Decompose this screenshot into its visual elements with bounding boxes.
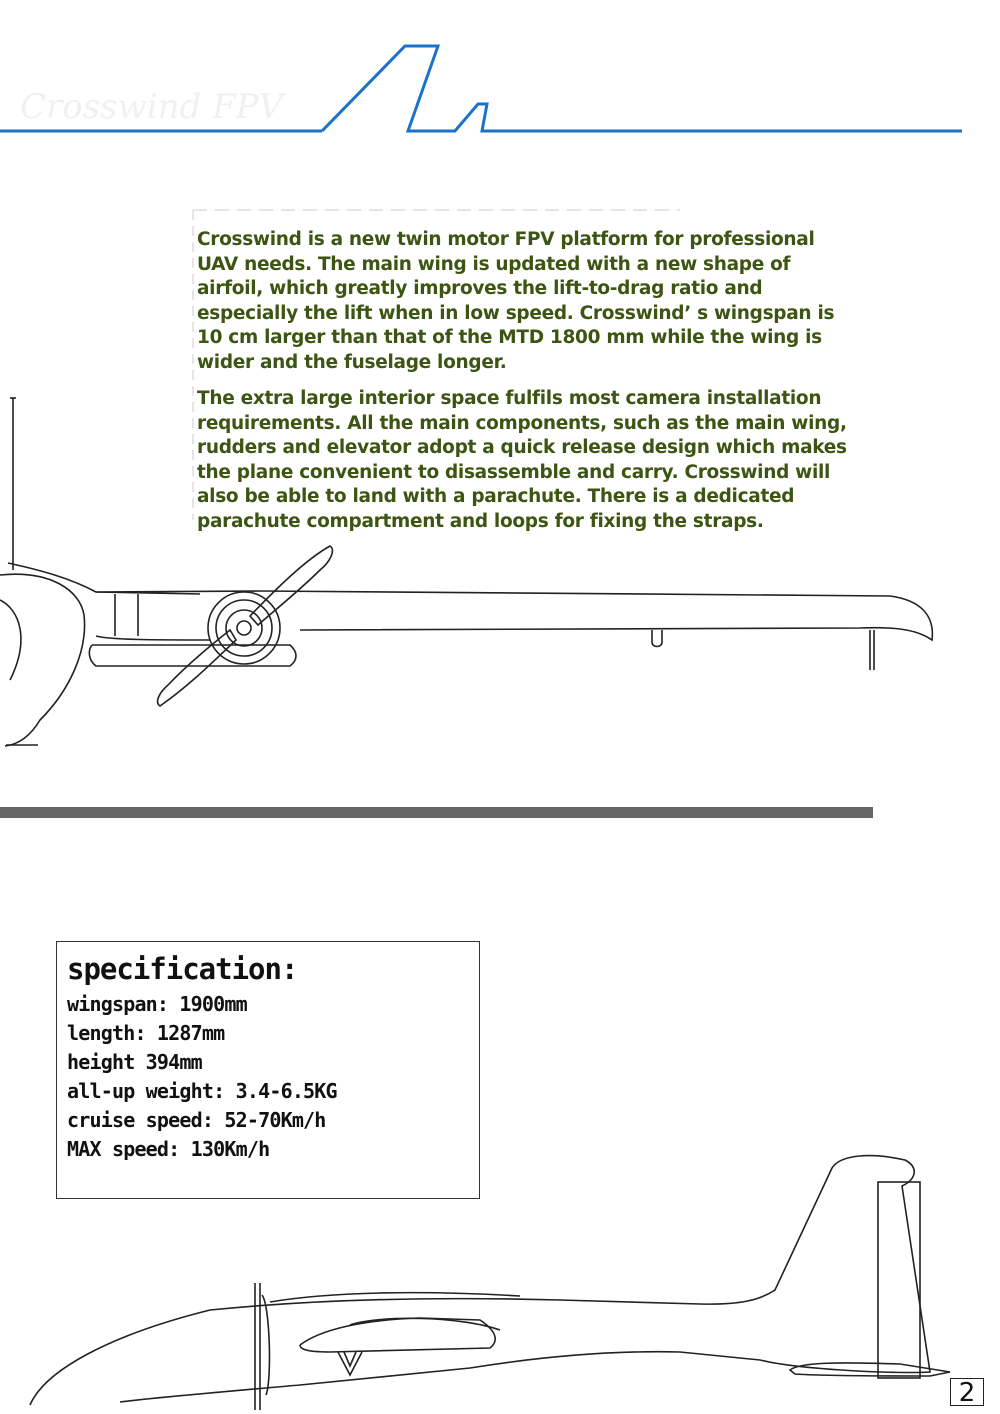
svg-text:Crosswind FPV: Crosswind FPV	[20, 87, 284, 127]
page-number: 2	[950, 1378, 984, 1406]
spec-height: height 394mm	[67, 1050, 202, 1074]
spec-weight: all-up weight: 3.4-6.5KG	[67, 1079, 337, 1103]
intro-paragraph-1: Crosswind is a new twin motor FPV platform for professional UAV needs. The main wing is updated with a new shape of airfoil, which greatly improves the lift-to-drag ratio and especially the lift when in low speed. Crosswind’ s wingspan is 10 cm larger than that of the MTD 1800 mm while the wing is wider and the fuselage longer.	[197, 229, 835, 373]
spec-wingspan: wingspan: 1900mm	[67, 992, 247, 1016]
spec-max-speed: MAX speed: 130Km/h	[67, 1137, 270, 1161]
specification-title: specification:	[67, 952, 298, 986]
spec-cruise-speed: cruise speed: 52-70Km/h	[67, 1108, 326, 1132]
spec-length: length: 1287mm	[67, 1021, 225, 1045]
intro-paragraph-2: The extra large interior space fulfils most camera installation requirements. All the main components, such as the main wing, rudders and elevator adopt a quick release design which makes the plane convenient to disassemble and carry. Crosswind will also be able to land with a parachute. There is a dedicated parachute compartment and loops for fixing the straps.	[197, 388, 847, 532]
